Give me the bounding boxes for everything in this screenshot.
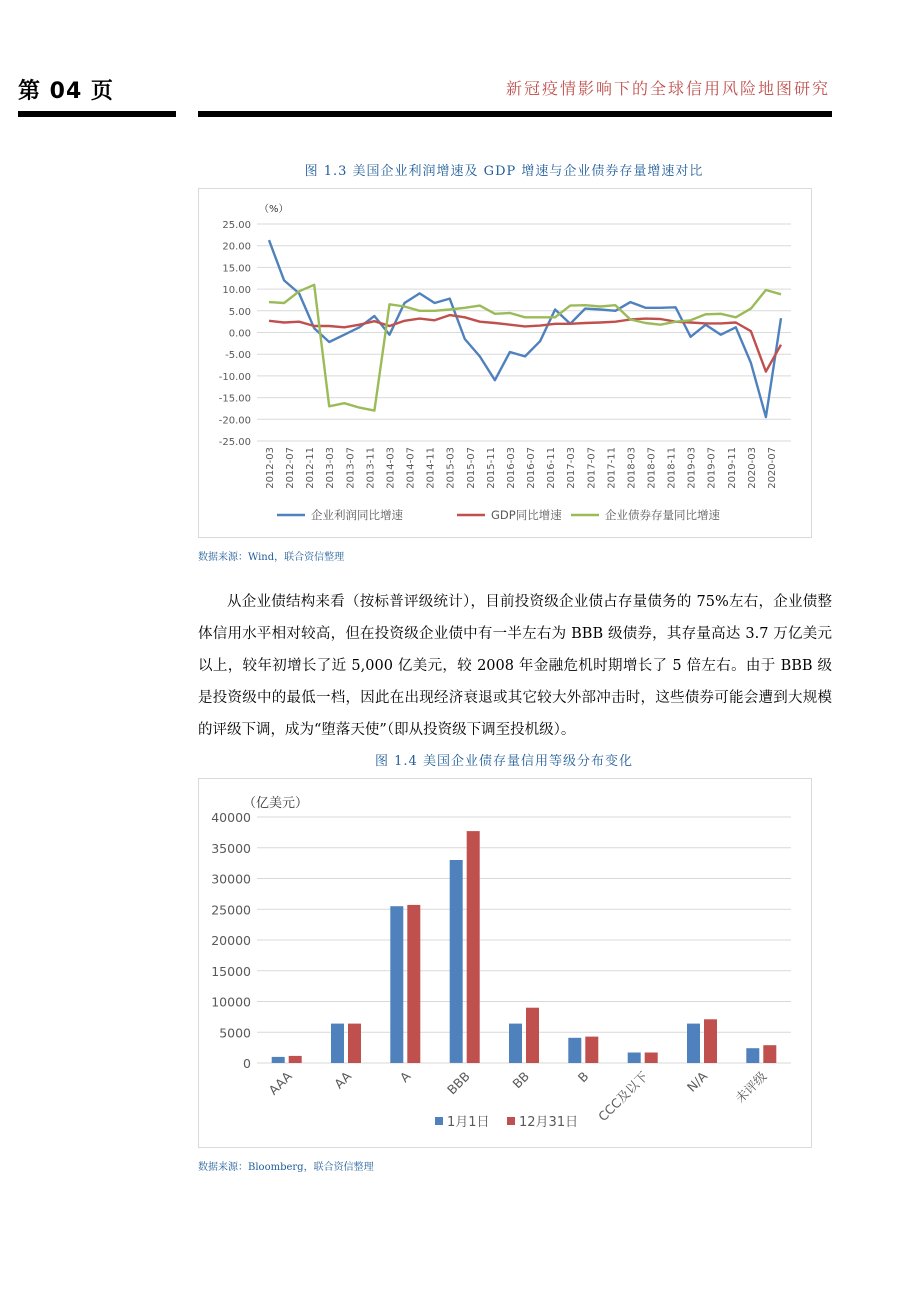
line-y-tick: -15.00 <box>218 393 251 405</box>
figure-2-caption: 图 1.4 美国企业债存量信用等级分布变化 <box>375 754 633 769</box>
line-y-tick: -5.00 <box>225 350 251 362</box>
line-legend-label: GDP同比增速 <box>491 508 562 522</box>
line-y-tick: 25.00 <box>222 220 251 231</box>
bar-x-tick: AA <box>331 1068 355 1092</box>
bar-y-tick: 15000 <box>211 963 251 979</box>
line-y-unit: （%） <box>259 204 289 215</box>
bar-y-tick: 10000 <box>211 994 251 1010</box>
line-y-tick: 10.00 <box>222 285 251 297</box>
line-y-tick: 20.00 <box>222 241 251 253</box>
line-series-3 <box>269 285 781 411</box>
bar-x-tick: N/A <box>683 1068 711 1095</box>
bar-y-tick: 25000 <box>211 902 251 918</box>
bar-y-unit: （亿美元） <box>243 796 309 811</box>
line-chart <box>199 189 811 537</box>
bar-x-tick: AAA <box>265 1068 295 1098</box>
line-y-tick: -20.00 <box>218 415 251 427</box>
bar-BB-series-2 <box>526 1008 539 1063</box>
line-y-tick: 0.00 <box>228 328 251 340</box>
bar-AA-series-2 <box>348 1024 361 1063</box>
line-x-tick: 2017-07 <box>586 447 598 489</box>
line-x-tick: 2017-11 <box>606 447 618 489</box>
bar-chart <box>199 779 811 1147</box>
line-x-tick: 2013-03 <box>325 447 337 489</box>
bar-chart-container <box>198 778 812 1148</box>
line-x-tick: 2019-11 <box>726 447 738 489</box>
bar-x-tick: CCC及以下 <box>595 1068 651 1125</box>
line-x-tick: 2018-03 <box>626 447 638 489</box>
bar-y-tick: 35000 <box>211 840 251 856</box>
line-series-1 <box>269 240 781 417</box>
line-legend-label: 企业利润同比增速 <box>311 508 403 522</box>
line-x-tick: 2013-07 <box>345 447 357 489</box>
line-series-2 <box>269 315 781 372</box>
bar-x-tick: 未评级 <box>732 1068 770 1106</box>
bar-AAA-series-2 <box>289 1056 302 1063</box>
line-chart-container <box>198 188 812 538</box>
bar-AAA-series-1 <box>272 1057 285 1063</box>
bar-未评级-series-1 <box>746 1048 759 1063</box>
bar-y-tick: 5000 <box>219 1025 251 1041</box>
line-x-tick: 2016-03 <box>505 447 517 489</box>
bar-BBB-series-1 <box>450 860 463 1063</box>
line-x-tick: 2019-07 <box>706 447 718 489</box>
line-x-tick: 2012-11 <box>305 447 317 489</box>
bar-未评级-series-2 <box>763 1045 776 1063</box>
line-x-tick: 2020-03 <box>746 447 758 489</box>
line-x-tick: 2018-07 <box>646 447 658 489</box>
figure-1-caption: 图 1.3 美国企业利润增速及 GDP 增速与企业债券存量增速对比 <box>304 164 704 179</box>
page-number: 第 04 页 <box>18 79 114 104</box>
bar-legend-swatch <box>435 1117 443 1125</box>
bar-N/A-series-2 <box>704 1019 717 1063</box>
line-x-tick: 2013-11 <box>365 447 377 489</box>
bar-CCC及以下-series-1 <box>628 1053 641 1064</box>
line-x-tick: 2019-03 <box>686 447 698 489</box>
bar-BB-series-1 <box>509 1024 522 1063</box>
bar-B-series-1 <box>568 1038 581 1063</box>
line-x-tick: 2014-03 <box>385 447 397 489</box>
bar-BBB-series-2 <box>467 831 480 1063</box>
bar-x-tick: BB <box>509 1068 533 1092</box>
body-paragraph: 从企业债结构来看（按标普评级统计），目前投资级企业债占存量债务的 75%左右，企业债整体信用水平相对较高，但在投资级企业债中有一半左右为 BBB 级债券，其存量高达 3.7 万亿美元以上，较年初增长了近 5,000 亿美元，较 2008 年金融危机时期增长了 5 倍左右。由于 BBB 级是投资级中的最低一档，因此在出现经济衰退或其它较大外部冲击时，这些债券可能会遭到大规模的评级下调，成为“堕落天使”（即从投资级下调至投机级）。 <box>198 594 832 738</box>
figure-2-source: 数据来源：Bloomberg，联合资信整理 <box>198 1162 374 1173</box>
line-x-tick: 2015-03 <box>445 447 457 489</box>
figure-1-source: 数据来源：Wind，联合资信整理 <box>198 552 345 563</box>
bar-y-tick: 40000 <box>211 810 251 825</box>
header-rule-right <box>198 111 832 117</box>
line-x-tick: 2016-11 <box>546 447 558 489</box>
bar-y-tick: 0 <box>243 1056 251 1071</box>
line-x-tick: 2014-07 <box>405 447 417 489</box>
line-x-tick: 2012-03 <box>265 447 276 489</box>
bar-legend-label: 12月31日 <box>519 1115 579 1130</box>
bar-x-tick: A <box>396 1068 414 1086</box>
line-x-tick: 2015-07 <box>465 447 477 489</box>
line-legend-label: 企业债券存量同比增速 <box>605 508 720 522</box>
line-x-tick: 2012-07 <box>285 447 297 489</box>
bar-y-tick: 30000 <box>211 871 251 887</box>
bar-legend-label: 1月1日 <box>447 1115 490 1130</box>
bar-B-series-2 <box>585 1037 598 1063</box>
bar-y-tick: 20000 <box>211 933 251 948</box>
line-y-tick: 5.00 <box>228 306 251 318</box>
bar-x-tick: BBB <box>443 1068 473 1098</box>
bar-CCC及以下-series-2 <box>645 1053 658 1064</box>
line-x-tick: 2020-07 <box>766 447 778 489</box>
bar-legend-swatch <box>507 1117 515 1125</box>
bar-AA-series-1 <box>331 1024 344 1063</box>
bar-x-tick: B <box>574 1068 592 1086</box>
line-y-tick: -10.00 <box>218 371 251 383</box>
bar-N/A-series-1 <box>687 1024 700 1063</box>
line-y-tick: 15.00 <box>222 263 251 275</box>
line-x-tick: 2015-11 <box>485 447 497 489</box>
report-title: 新冠疫情影响下的全球信用风险地图研究 <box>505 79 830 98</box>
line-x-tick: 2017-03 <box>566 447 578 489</box>
line-y-tick: -25.00 <box>218 437 251 448</box>
line-x-tick: 2014-11 <box>425 447 437 489</box>
bar-A-series-2 <box>407 905 420 1063</box>
header-rule-left <box>18 111 176 117</box>
line-x-tick: 2016-07 <box>526 447 538 489</box>
bar-A-series-1 <box>390 906 403 1063</box>
line-x-tick: 2018-11 <box>666 447 678 489</box>
